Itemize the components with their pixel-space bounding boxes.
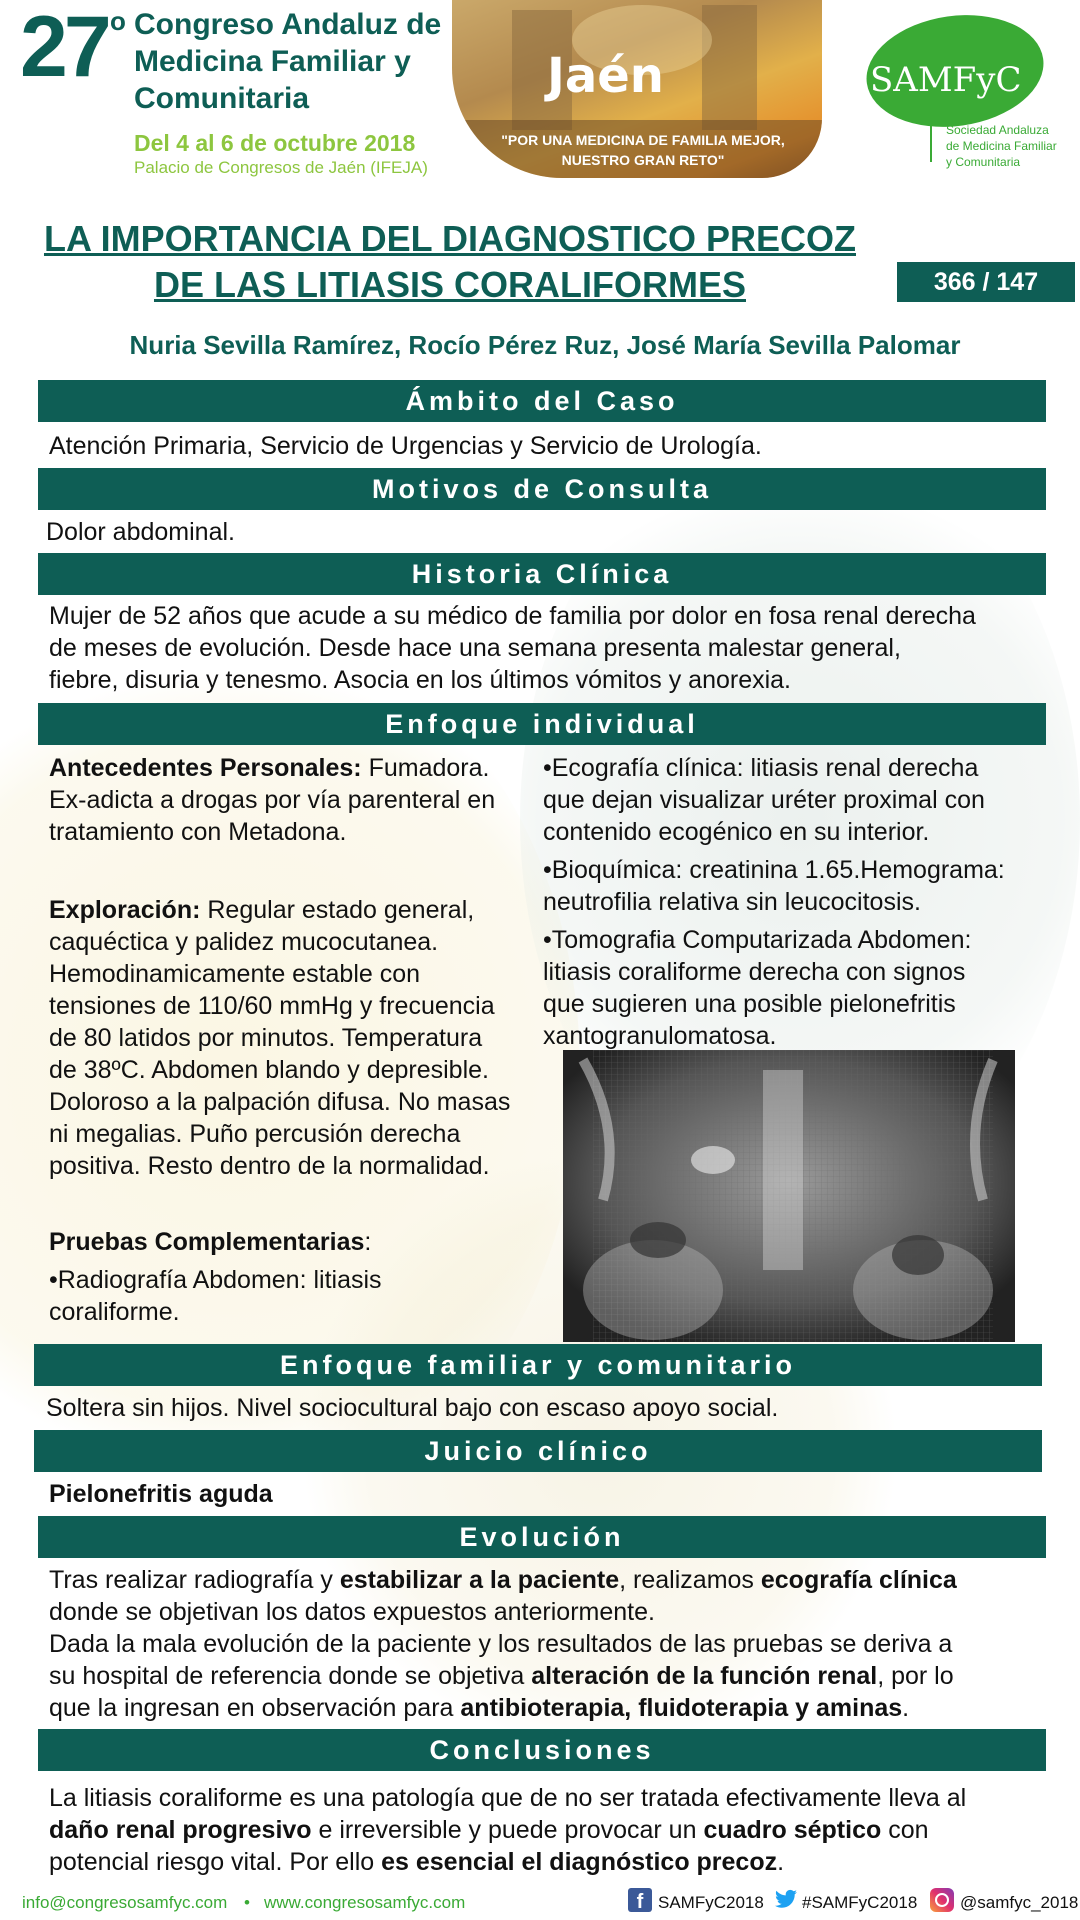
historia-line-1: Mujer de 52 años que acude a su médico de familia por dolor en fosa renal derecha [49,602,976,630]
poster-title [20,216,880,308]
evolucion-line-5 [49,1692,1049,1724]
conclusiones-line-2 [49,1814,1059,1846]
conclusiones-l2d: con [881,1816,929,1844]
ambito-text: Atención Primaria, Servicio de Urgencias y Servicio de Urología. [49,432,762,460]
antecedentes-line-1 [49,752,539,784]
bioquimica-line-2: neutrofilia relativa sin leucocitosis. [543,888,921,916]
conclusiones-line-3 [49,1846,1059,1878]
evolucion-l4c: , por lo [877,1662,954,1690]
evolucion-l5c: . [902,1694,910,1722]
city-name: Jaén [547,48,664,104]
evolucion-text [49,1564,1049,1724]
section-heading-conclusiones: Conclusiones [38,1729,1046,1771]
exploracion-label: Exploración: [49,896,201,924]
antecedentes-line-3: tratamiento con Metadona. [49,818,347,846]
section-heading-familiar: Enfoque familiar y comunitario [34,1344,1042,1386]
ecografia-line-3: contenido ecogénico en su interior. [543,818,930,846]
conclusiones-l3a: potencial riesgo vital. Por ello [49,1848,382,1876]
congress-line-2: Medicina Familiar y [134,45,411,78]
historia-line-3: fiebre, disuria y tenesmo. Asocia en los últimos vómitos y anorexia. [49,666,792,694]
exploracion-block [49,894,549,1182]
congress-venue: Palacio de Congresos de Jaén (IFEJA) [134,158,428,177]
evolucion-l5b: antibioterapia, fluidoterapia y aminas [460,1694,903,1722]
section-heading-enfoque: Enfoque individual [38,703,1046,745]
facebook-icon: f [628,1888,652,1912]
pruebas-line-2: coraliforme. [49,1298,180,1326]
exploracion-line-5: de 80 latidos por minutos. Temperatura [49,1024,483,1052]
congress-line-3: Comunitaria [134,82,310,115]
conclusiones-l3b: es esencial el diagnóstico precoz [381,1848,778,1876]
pruebas-heading [49,1226,549,1258]
edition-superscript: o [110,6,126,36]
evolucion-l1c: , realizamos [619,1566,761,1594]
footer-bullet: • [244,1893,250,1912]
pruebas-label: Pruebas Complementarias [49,1228,365,1256]
abdominal-xray-image [563,1050,1015,1342]
evolucion-l1a: Tras realizar radiografía y [49,1566,340,1594]
footer-website[interactable]: www.congresosamfyc.com [264,1893,466,1912]
tomografia-line-2: litiasis coraliforme derecha con signos [543,958,966,986]
antecedentes-label: Antecedentes Personales: [49,754,362,782]
poster-id-badge: 366 / 147 [897,262,1075,302]
juicio-text: Pielonefritis aguda [49,1480,273,1508]
motivos-text: Dolor abdominal. [46,518,235,546]
society-line-2: de Medicina Familiar [946,139,1057,153]
pruebas-colon: : [364,1228,372,1256]
ecografia-line-1: •Ecografía clínica: litiasis renal derecha [543,754,979,782]
exploracion-value: Regular estado general, [200,896,475,924]
evolucion-line-3: Dada la mala evolución de la paciente y los resultados de las pruebas se deriva a [49,1630,953,1658]
conclusiones-l2c: cuadro séptico [703,1816,882,1844]
evolucion-l1d: ecografía clínica [760,1566,957,1594]
slogan-line-2: NUESTRO GRAN RETO" [561,152,725,168]
right-column-findings [543,752,1053,1052]
conclusiones-text [49,1782,1059,1878]
historia-line-2: de meses de evolución. Desde hace una semana presenta malestar general, [49,634,901,662]
familiar-text: Soltera sin hijos. Nivel sociocultural bajo con escaso apoyo social. [46,1394,779,1422]
section-heading-motivos: Motivos de Consulta [38,468,1046,510]
evolucion-l4b: alteración de la función renal [531,1662,878,1690]
xray-illustration [563,1050,1015,1342]
footer-facebook[interactable]: SAMFyC2018 [658,1893,764,1912]
instagram-icon [930,1888,954,1912]
society-line-1: Sociedad Andaluza [946,123,1049,137]
footer-email[interactable]: info@congresosamfyc.com [22,1893,228,1912]
edition-number: 27 [20,0,108,95]
conclusiones-l2a: daño renal progresivo [49,1816,312,1844]
evolucion-line-1 [49,1564,1049,1596]
twitter-icon [774,1889,798,1911]
historia-text [49,600,976,696]
society-name [946,122,1057,170]
antecedentes-block [49,752,539,848]
evolucion-line-2: donde se objetivan los datos expuestos anteriormente. [49,1598,655,1626]
authors: Nuria Sevilla Ramírez, Rocío Pérez Ruz, José María Sevilla Palomar [129,330,961,360]
exploracion-line-7: Doloroso a la palpación difusa. No masas [49,1088,511,1116]
title-line-1: LA IMPORTANCIA DEL DIAGNOSTICO PRECOZ [43,218,856,259]
section-heading-evolucion: Evolución [38,1516,1046,1558]
congress-dates: Del 4 al 6 de octubre 2018 [134,130,416,156]
slogan-line-1: "POR UNA MEDICINA DE FAMILIA MEJOR, [501,132,785,148]
antecedentes-line-2: Ex-adicta a drogas por vía parenteral en [49,786,496,814]
exploracion-line-2: caquéctica y palidez mucocutanea. [49,928,439,956]
congress-line-1: Congreso Andaluz de [134,8,442,41]
evolucion-l4a: su hospital de referencia donde se objetiva [49,1662,532,1690]
exploracion-line-1 [49,894,549,926]
section-heading-historia: Historia Clínica [38,553,1046,595]
congress-name [134,6,441,117]
samfyc-logo-text: SAMFyC [870,60,1022,100]
section-heading-ambito: Ámbito del Caso [38,380,1046,422]
evolucion-l1b: estabilizar a la paciente [339,1566,620,1594]
tomografia-line-1: •Tomografia Computarizada Abdomen: [543,926,972,954]
exploracion-line-3: Hemodinamicamente estable con [49,960,421,988]
pruebas-line-1: •Radiografía Abdomen: litiasis [49,1266,382,1294]
exploracion-line-8: ni megalias. Puño percusión derecha [49,1120,461,1148]
jaen-banner [452,0,822,178]
bioquimica-line-1: •Bioquímica: creatinina 1.65.Hemograma: [543,856,1005,884]
exploracion-line-6: de 38ºC. Abdomen blando y depresible. [49,1056,489,1084]
conclusiones-l3c: . [777,1848,785,1876]
antecedentes-value: Fumadora. [361,754,490,782]
conclusiones-line-1: La litiasis coraliforme es una patología que de no ser tratada efectivamente lleva al [49,1784,967,1812]
pruebas-block [49,1226,549,1328]
exploracion-line-9: positiva. Resto dentro de la normalidad. [49,1152,490,1180]
conclusiones-l2b: e irreversible y puede provocar un [311,1816,704,1844]
society-line-3: y Comunitaria [946,155,1021,169]
section-heading-juicio: Juicio clínico [34,1430,1042,1472]
footer-instagram[interactable]: @samfyc_2018 [960,1893,1079,1912]
ecografia-line-2: que dejan visualizar uréter proximal con [543,786,985,814]
footer-twitter[interactable]: #SAMFyC2018 [802,1893,918,1912]
tomografia-line-3: que sugieren una posible pielonefritis [543,990,956,1018]
evolucion-line-4 [49,1660,1049,1692]
samfyc-logo-line [930,110,932,162]
evolucion-l5a: que la ingresan en observación para [49,1694,461,1722]
title-line-2: DE LAS LITIASIS CORALIFORMES [153,264,746,305]
tomografia-line-4: xantogranulomatosa. [543,1022,777,1050]
exploracion-line-4: tensiones de 110/60 mmHg y frecuencia [49,992,495,1020]
